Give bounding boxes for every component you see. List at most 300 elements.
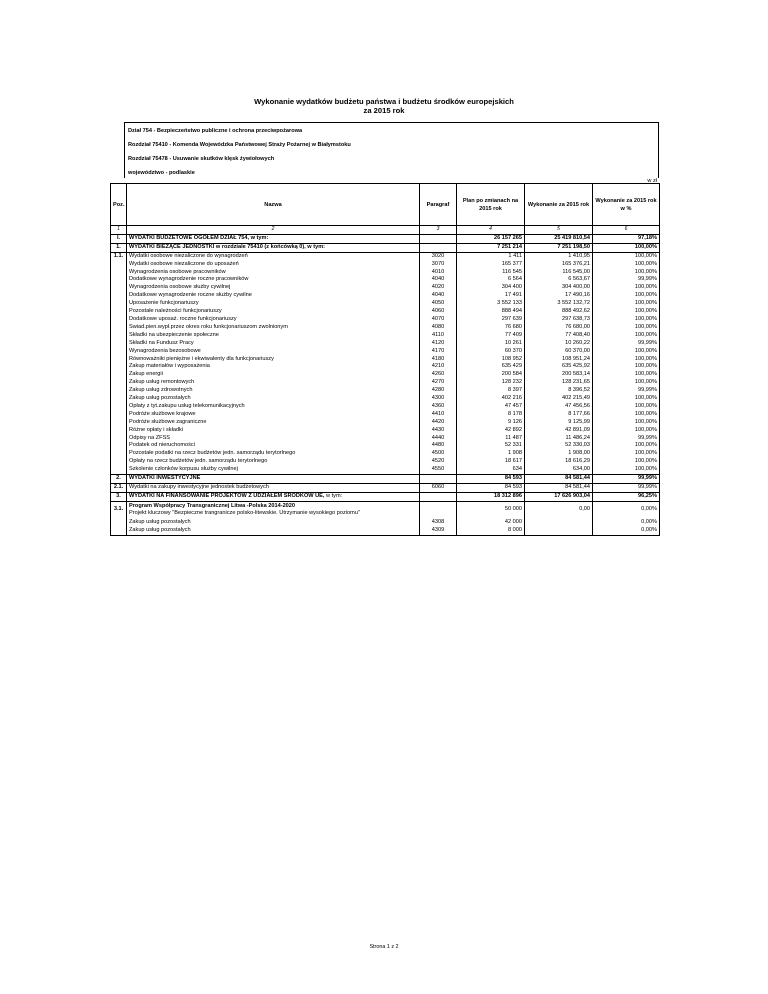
row-name xyxy=(127,356,420,364)
row-name xyxy=(127,501,420,519)
row-paragraf: 4360 xyxy=(420,403,457,411)
row-procent: 100,00% xyxy=(593,308,660,316)
row-plan: 9 126 xyxy=(457,419,525,427)
row-wykonanie: 0,00 xyxy=(525,501,593,519)
row-plan: 47 457 xyxy=(457,403,525,411)
column-number-row xyxy=(111,226,660,235)
row-paragraf: 4180 xyxy=(420,356,457,364)
row-paragraf xyxy=(420,501,457,519)
row-name-text: Wynagrodzenia bezosobowe xyxy=(129,347,201,354)
row-procent: 0,00% xyxy=(593,519,660,527)
row-position xyxy=(111,419,127,427)
row-wykonanie: 108 951,24 xyxy=(525,356,593,364)
row-name xyxy=(127,403,420,411)
table-row xyxy=(111,340,660,348)
row-wykonanie: 11 486,24 xyxy=(525,435,593,443)
row-wykonanie: 42 891,09 xyxy=(525,427,593,435)
row-wykonanie xyxy=(525,527,593,535)
row-name-text: Opłaty na rzecz budżetów jedn. samorządu terytorlnego xyxy=(129,458,268,465)
row-wykonanie: 200 583,14 xyxy=(525,371,593,379)
row-position xyxy=(111,387,127,395)
row-position xyxy=(111,442,127,450)
row-position xyxy=(111,356,127,364)
row-name xyxy=(127,387,420,395)
row-paragraf: 4280 xyxy=(420,387,457,395)
row-wykonanie: 304 400,00 xyxy=(525,284,593,292)
col-number: 3 xyxy=(420,226,457,235)
table-row xyxy=(111,403,660,411)
row-plan: 77 409 xyxy=(457,332,525,340)
table-row xyxy=(111,387,660,395)
table-row xyxy=(111,243,660,252)
table-row xyxy=(111,292,660,300)
row-position xyxy=(111,332,127,340)
row-position xyxy=(111,458,127,466)
row-name-text: WYDATKI INWESTYCYJNE xyxy=(129,475,201,482)
row-plan: 116 545 xyxy=(457,269,525,277)
row-wykonanie: 25 419 810,54 xyxy=(525,234,593,243)
row-wykonanie: 17 490,16 xyxy=(525,292,593,300)
row-position xyxy=(111,340,127,348)
row-name-text: Zakup usług remontowych xyxy=(129,379,195,386)
table-row xyxy=(111,276,660,284)
row-wykonanie: 8 177,66 xyxy=(525,411,593,419)
row-paragraf: 4550 xyxy=(420,466,457,474)
row-name xyxy=(127,458,420,466)
row-name-text: Wynagrodzenia osobowe służby cywilnej xyxy=(129,284,231,291)
row-plan: 3 552 133 xyxy=(457,300,525,308)
table-row xyxy=(111,450,660,458)
row-paragraf: 4420 xyxy=(420,419,457,427)
row-plan: 634 xyxy=(457,466,525,474)
row-procent: 99,99% xyxy=(593,435,660,443)
row-wykonanie: 10 260,22 xyxy=(525,340,593,348)
row-wykonanie: 76 680,00 xyxy=(525,324,593,332)
row-name-text: Uposażenie funkcjonariuszy xyxy=(129,300,199,307)
table-row xyxy=(111,356,660,364)
col-number: 6 xyxy=(593,226,660,235)
table-row xyxy=(111,466,660,474)
row-name-text: Wydatki osobowe niezaliczone do wynagrodzeń xyxy=(129,252,248,259)
row-procent: 99,99% xyxy=(593,387,660,395)
row-name-text: Zakup energii xyxy=(129,371,163,378)
row-plan: 18 617 xyxy=(457,458,525,466)
dzial-label: Dział 754 - Bezpieczeństwo publiczne i ochrona przeciwpożarowa xyxy=(128,128,303,134)
row-procent: 100,00% xyxy=(593,300,660,308)
row-position: 3. xyxy=(111,492,127,501)
row-wykonanie: 8 396,52 xyxy=(525,387,593,395)
row-wykonanie: 77 408,40 xyxy=(525,332,593,340)
row-paragraf xyxy=(420,492,457,501)
row-paragraf: 4300 xyxy=(420,395,457,403)
row-wykonanie: 84 581,44 xyxy=(525,475,593,484)
row-procent: 0,00% xyxy=(593,501,660,519)
row-plan: 18 312 896 xyxy=(457,492,525,501)
table-row xyxy=(111,269,660,277)
row-position xyxy=(111,276,127,284)
row-position xyxy=(111,316,127,324)
row-paragraf: 4270 xyxy=(420,379,457,387)
row-plan: 1 411 xyxy=(457,252,525,260)
document-subtitle: za 2015 rok xyxy=(363,106,405,115)
table-row xyxy=(111,527,660,535)
row-procent: 100,00% xyxy=(593,261,660,269)
row-name xyxy=(127,292,420,300)
row-name-detail: Projekt kluczowy "Bezpieczne trangranicze polsko-litewskie. Utrzymanie wysokiego poziomu" xyxy=(129,510,360,517)
row-wykonanie: 165 376,21 xyxy=(525,261,593,269)
row-paragraf: 3020 xyxy=(420,252,457,260)
row-wykonanie: 116 545,00 xyxy=(525,269,593,277)
page-footer: Strona 1 z 2 xyxy=(369,944,399,950)
row-name xyxy=(127,324,420,332)
row-wykonanie: 18 616,29 xyxy=(525,458,593,466)
col-wykonanie: Wykonanie za 2015 rok xyxy=(525,184,593,226)
row-paragraf: 6060 xyxy=(420,484,457,493)
row-position xyxy=(111,450,127,458)
row-procent: 100,00% xyxy=(593,292,660,300)
row-name xyxy=(127,316,420,324)
row-position xyxy=(111,395,127,403)
row-plan: 10 261 xyxy=(457,340,525,348)
row-paragraf: 4120 xyxy=(420,340,457,348)
row-name-text: Zakup materiałów i wyposażenia xyxy=(129,363,210,370)
col-number: 1 xyxy=(111,226,127,235)
row-name-text: Składki na ubezpieczenie społeczne xyxy=(129,331,219,338)
row-plan: 6 564 xyxy=(457,276,525,284)
row-position xyxy=(111,403,127,411)
row-paragraf: 4309 xyxy=(420,527,457,535)
row-position xyxy=(111,261,127,269)
row-paragraf: 4060 xyxy=(420,308,457,316)
table-row xyxy=(111,234,660,243)
row-paragraf xyxy=(420,243,457,252)
table-row xyxy=(111,308,660,316)
document-title: Wykonanie wydatków budżetu państwa i budżetu środków europejskich xyxy=(254,97,514,106)
row-procent: 100,00% xyxy=(593,243,660,252)
row-procent: 99,99% xyxy=(593,340,660,348)
row-plan: 297 639 xyxy=(457,316,525,324)
row-position xyxy=(111,284,127,292)
row-paragraf: 4520 xyxy=(420,458,457,466)
row-name-text: Dodatkowe wynagrodzenie roczne służby cywilne xyxy=(129,292,252,299)
row-paragraf xyxy=(420,234,457,243)
row-procent: 100,00% xyxy=(593,324,660,332)
row-name-text: WYDATKI NA FINANSOWANIE PROJEKTÓW Z UDZIAŁEM ŚRODKÓW UE, xyxy=(129,492,325,499)
column-header-row xyxy=(111,184,660,226)
row-paragraf: 4480 xyxy=(420,442,457,450)
row-procent: 100,00% xyxy=(593,252,660,260)
row-procent: 100,00% xyxy=(593,371,660,379)
row-position xyxy=(111,363,127,371)
row-paragraf: 4010 xyxy=(420,269,457,277)
row-procent: 100,00% xyxy=(593,442,660,450)
row-procent: 96,25% xyxy=(593,492,660,501)
row-name-text: WYDATKI BIEŻĄCE JEDNOSTKI w rozdziale 75410 (z końcówką 0), w tym: xyxy=(129,243,326,250)
table-row xyxy=(111,411,660,419)
row-plan: 8 397 xyxy=(457,387,525,395)
row-name xyxy=(127,300,420,308)
table-row xyxy=(111,261,660,269)
row-name xyxy=(127,284,420,292)
row-wykonanie: 3 552 132,72 xyxy=(525,300,593,308)
row-position: 1. xyxy=(111,243,127,252)
row-position xyxy=(111,292,127,300)
row-name xyxy=(127,442,420,450)
row-name-text: Podróże służbowe zagraniczne xyxy=(129,418,207,425)
table-row xyxy=(111,363,660,371)
wojewodztwo-label: województwo - podlaskie xyxy=(128,170,195,176)
row-paragraf: 4440 xyxy=(420,435,457,443)
row-procent: 100,00% xyxy=(593,316,660,324)
row-plan: 304 400 xyxy=(457,284,525,292)
row-position xyxy=(111,411,127,419)
row-plan: 108 952 xyxy=(457,356,525,364)
row-position xyxy=(111,379,127,387)
row-position: 3.1. xyxy=(111,501,127,519)
row-procent: 99,99% xyxy=(593,484,660,493)
row-paragraf: 4070 xyxy=(420,316,457,324)
row-wykonanie: 7 251 198,50 xyxy=(525,243,593,252)
table-row xyxy=(111,484,660,493)
row-name-text: Odpisy na ZFŚS xyxy=(129,434,171,441)
row-plan: 402 216 xyxy=(457,395,525,403)
table-row xyxy=(111,379,660,387)
row-name-text: Zakup usług zdrowotnych xyxy=(129,387,193,394)
row-name-text: WYDATKI BUDŻETOWE OGÓŁEM DZIAŁ 754, w tym: xyxy=(129,234,269,241)
row-name-text: Szkolenie członków korpusu służby cywilnej xyxy=(129,466,238,473)
row-name xyxy=(127,308,420,316)
row-procent: 100,00% xyxy=(593,427,660,435)
row-plan: 60 370 xyxy=(457,348,525,356)
row-name xyxy=(127,492,420,501)
row-wykonanie: 17 626 903,04 xyxy=(525,492,593,501)
row-wykonanie: 888 492,62 xyxy=(525,308,593,316)
row-name xyxy=(127,395,420,403)
table-row xyxy=(111,492,660,501)
table-row xyxy=(111,395,660,403)
row-plan: 635 429 xyxy=(457,363,525,371)
row-name-text: Zakup usług pozostałych xyxy=(129,526,191,533)
row-position: 2.1. xyxy=(111,484,127,493)
col-number: 4 xyxy=(457,226,525,235)
row-plan: 84 593 xyxy=(457,484,525,493)
row-procent: 100,00% xyxy=(593,356,660,364)
row-position: 1.1. xyxy=(111,252,127,260)
table-row xyxy=(111,300,660,308)
row-plan: 8 000 xyxy=(457,527,525,535)
row-name xyxy=(127,269,420,277)
row-paragraf: 4430 xyxy=(420,427,457,435)
row-plan: 84 593 xyxy=(457,475,525,484)
table-row xyxy=(111,252,660,260)
row-name xyxy=(127,243,420,252)
row-position xyxy=(111,371,127,379)
row-wykonanie: 1 410,95 xyxy=(525,252,593,260)
table-row xyxy=(111,316,660,324)
row-plan: 26 157 265 xyxy=(457,234,525,243)
table-row xyxy=(111,348,660,356)
row-name xyxy=(127,276,420,284)
row-name xyxy=(127,363,420,371)
row-name-text: Pozostałe podatki na rzecz budżetów jedn. samorządu terytorlnego xyxy=(129,450,296,457)
row-paragraf: 4110 xyxy=(420,332,457,340)
row-paragraf: 4040 xyxy=(420,276,457,284)
row-name xyxy=(127,519,420,527)
row-name xyxy=(127,475,420,484)
row-name xyxy=(127,234,420,243)
table-row xyxy=(111,501,660,519)
row-paragraf: 4170 xyxy=(420,348,457,356)
row-name-text: Podatek od nieruchomości xyxy=(129,442,195,449)
row-position xyxy=(111,324,127,332)
row-paragraf: 4410 xyxy=(420,411,457,419)
row-position xyxy=(111,269,127,277)
row-procent: 100,00% xyxy=(593,403,660,411)
row-plan: 1 908 xyxy=(457,450,525,458)
row-plan: 50 000 xyxy=(457,501,525,519)
row-paragraf: 4080 xyxy=(420,324,457,332)
row-paragraf: 4260 xyxy=(420,371,457,379)
row-name xyxy=(127,252,420,260)
row-procent: 100,00% xyxy=(593,332,660,340)
row-procent: 100,00% xyxy=(593,348,660,356)
row-name-text: Świad.pien.wypł.przez okres roku funkcjonariuszom zwolnionym xyxy=(129,323,288,330)
table-row xyxy=(111,427,660,435)
row-wykonanie: 47 456,56 xyxy=(525,403,593,411)
row-procent: 100,00% xyxy=(593,395,660,403)
row-paragraf: 4210 xyxy=(420,363,457,371)
row-wykonanie: 128 231,65 xyxy=(525,379,593,387)
table-row xyxy=(111,284,660,292)
row-procent: 0,00% xyxy=(593,527,660,535)
row-name xyxy=(127,379,420,387)
row-procent: 97,18% xyxy=(593,234,660,243)
row-name xyxy=(127,340,420,348)
row-position xyxy=(111,308,127,316)
row-procent: 100,00% xyxy=(593,284,660,292)
row-name-text: Wydatki osobowe niezaliczone do uposażeń xyxy=(129,260,239,267)
col-procent: Wykonanie za 2015 rok w % xyxy=(593,184,660,226)
row-wykonanie: 634,00 xyxy=(525,466,593,474)
row-name-text: Różne opłaty i składki xyxy=(129,426,184,433)
table-row xyxy=(111,419,660,427)
row-procent: 100,00% xyxy=(593,458,660,466)
table-row xyxy=(111,458,660,466)
row-plan: 42 892 xyxy=(457,427,525,435)
row-plan: 17 491 xyxy=(457,292,525,300)
row-name xyxy=(127,419,420,427)
row-paragraf: 3070 xyxy=(420,261,457,269)
row-name xyxy=(127,484,420,493)
row-position xyxy=(111,519,127,527)
row-name-text: Program Współpracy Transgranicznej Litwa -Polska 2014-2020 xyxy=(129,502,296,509)
row-position xyxy=(111,466,127,474)
row-plan: 7 251 214 xyxy=(457,243,525,252)
row-plan: 52 331 xyxy=(457,442,525,450)
currency-unit: w zł xyxy=(647,178,657,184)
row-name xyxy=(127,466,420,474)
table-row xyxy=(111,442,660,450)
row-position: 2. xyxy=(111,475,127,484)
row-plan: 888 494 xyxy=(457,308,525,316)
table-row xyxy=(111,371,660,379)
expenditure-table xyxy=(110,183,660,536)
table-row xyxy=(111,519,660,527)
rozdzial-75410-label: Rozdział 75410 - Komenda Wojewódzka Państwowej Straży Pożarnej w Białymstoku xyxy=(128,142,351,148)
row-paragraf: 4308 xyxy=(420,519,457,527)
row-wykonanie: 635 425,92 xyxy=(525,363,593,371)
row-wykonanie: 60 370,00 xyxy=(525,348,593,356)
table-row xyxy=(111,435,660,443)
table-body xyxy=(111,234,660,535)
row-plan: 8 178 xyxy=(457,411,525,419)
row-name xyxy=(127,427,420,435)
table-row xyxy=(111,332,660,340)
row-name xyxy=(127,435,420,443)
row-name-text: Zakup usług pozostałych xyxy=(129,518,191,525)
row-procent: 100,00% xyxy=(593,379,660,387)
row-position xyxy=(111,300,127,308)
row-procent: 100,00% xyxy=(593,411,660,419)
row-name xyxy=(127,332,420,340)
row-wykonanie: 84 581,44 xyxy=(525,484,593,493)
row-paragraf xyxy=(420,475,457,484)
row-name-text: Dodatkowe uposaż. roczne funkcjonariuszy xyxy=(129,315,237,322)
row-procent: 100,00% xyxy=(593,466,660,474)
row-wykonanie xyxy=(525,519,593,527)
col-nazwa: Nazwa xyxy=(127,184,420,226)
row-name-text: Składki na Fundusz Pracy xyxy=(129,339,194,346)
row-plan: 200 584 xyxy=(457,371,525,379)
row-position xyxy=(111,348,127,356)
rozdzial-75478-label: Rozdział 75478 - Usuwanie skutków klęsk żywiołowych xyxy=(128,156,275,162)
row-plan: 128 232 xyxy=(457,379,525,387)
row-name xyxy=(127,348,420,356)
row-procent: 100,00% xyxy=(593,419,660,427)
col-poz: Poz. xyxy=(111,184,127,226)
row-wykonanie: 297 638,73 xyxy=(525,316,593,324)
col-plan: Plan po zmianach na 2015 rok xyxy=(457,184,525,226)
row-paragraf: 4040 xyxy=(420,292,457,300)
table-row xyxy=(111,324,660,332)
row-name-text: Pozostałe należności funkcjonariuszy xyxy=(129,308,222,315)
row-name-text: Opłaty z tyt.zakupu usług telekomunikacyjnych xyxy=(129,402,245,409)
row-procent: 99,99% xyxy=(593,276,660,284)
row-position: I. xyxy=(111,234,127,243)
col-paragraf: Paragraf xyxy=(420,184,457,226)
row-plan: 42 000 xyxy=(457,519,525,527)
row-procent: 100,00% xyxy=(593,450,660,458)
row-name xyxy=(127,411,420,419)
row-position xyxy=(111,435,127,443)
row-wykonanie: 9 125,99 xyxy=(525,419,593,427)
row-procent: 100,00% xyxy=(593,269,660,277)
row-name-text: Podróże służbowe krajowe xyxy=(129,410,196,417)
row-wykonanie: 402 215,49 xyxy=(525,395,593,403)
row-name xyxy=(127,261,420,269)
row-plan: 76 680 xyxy=(457,324,525,332)
row-name-text: Dodatkowe wynagrodzenie roczne pracowników xyxy=(129,276,249,283)
row-plan: 11 487 xyxy=(457,435,525,443)
row-plan: 165 377 xyxy=(457,261,525,269)
row-name-text: Wydatki na zakupy inwestycyjne jednostek budżetowych xyxy=(129,484,269,490)
table-row xyxy=(111,475,660,484)
row-paragraf: 4050 xyxy=(420,300,457,308)
row-wykonanie: 1 908,00 xyxy=(525,450,593,458)
row-name xyxy=(127,527,420,535)
row-name xyxy=(127,371,420,379)
row-position xyxy=(111,427,127,435)
